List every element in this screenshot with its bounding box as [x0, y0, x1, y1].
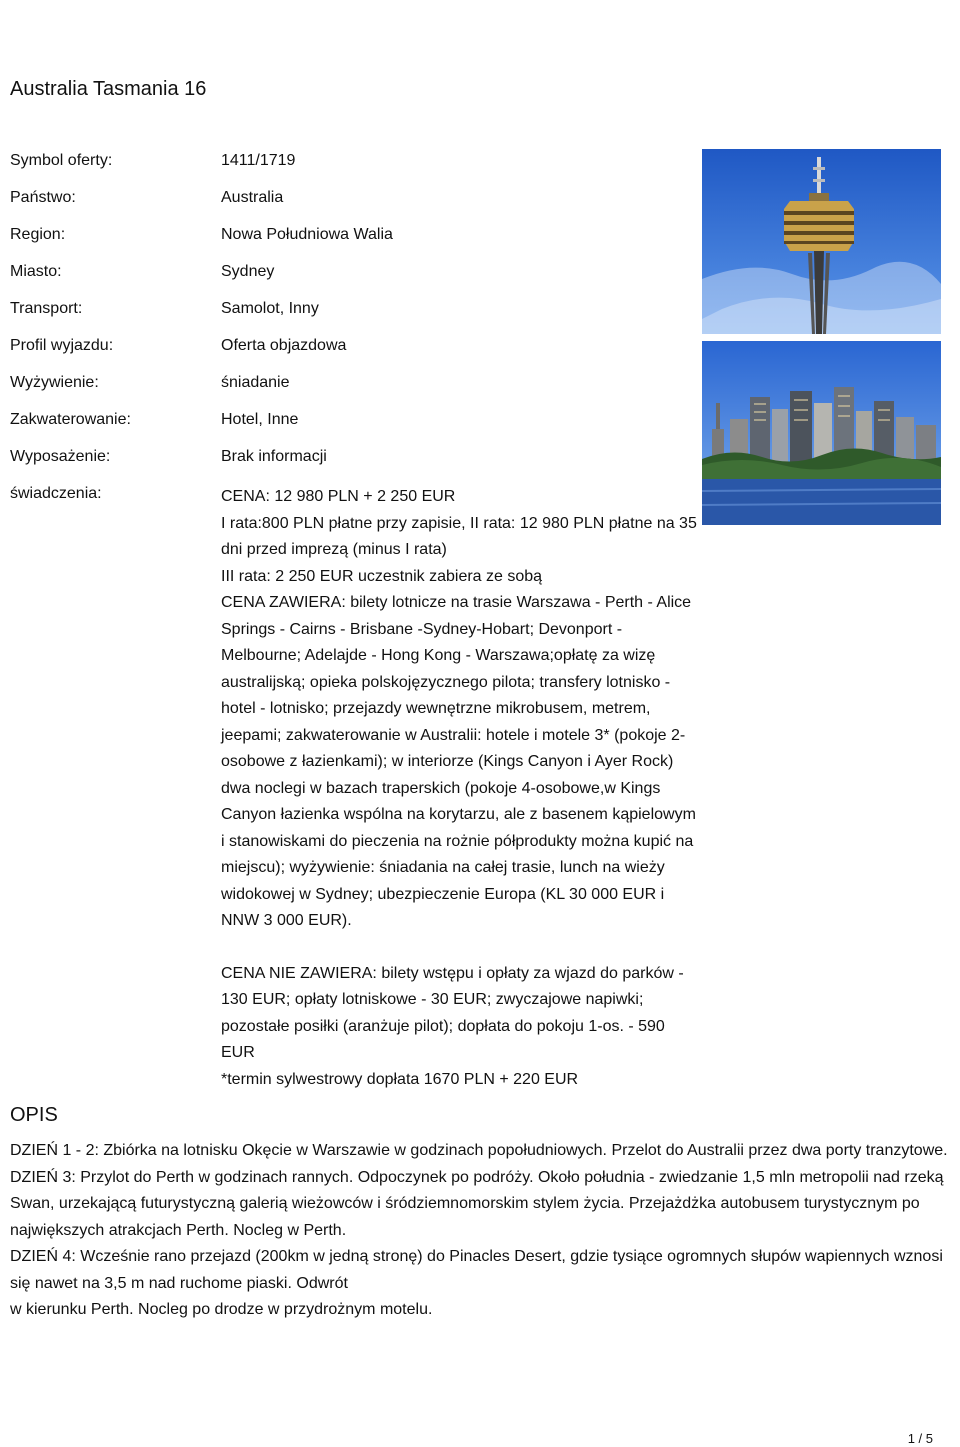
day-4-continued-text: w kierunku Perth. Nocleg po drodze w przydrożnym motelu. — [10, 1301, 433, 1318]
price-line: CENA: 12 980 PLN + 2 250 EUR — [221, 488, 456, 505]
field-value-meals: śniadanie — [221, 374, 290, 391]
field-value-region: Nowa Południowa Walia — [221, 226, 393, 243]
sydney-tower-photo — [702, 149, 941, 334]
installments-1-2: I rata:800 PLN płatne przy zapisie, II rata: 12 980 PLN płatne na 35 dni przed imprezą (minus I rata) — [221, 514, 697, 558]
page-title: Australia Tasmania 16 — [10, 78, 207, 100]
field-label-meals: Wyżywienie: — [10, 374, 99, 391]
field-label-country: Państwo: — [10, 189, 76, 206]
field-label-symbol: Symbol oferty: — [10, 152, 113, 169]
pricing-block — [221, 484, 701, 1093]
field-label-region: Region: — [10, 226, 66, 243]
description-heading: OPIS — [10, 1104, 58, 1126]
field-label-transport: Transport: — [10, 300, 83, 317]
day-3-text: DZIEŃ 3: Przylot do Perth w godzinach rannych. Odpoczynek po podróży. Około południa - zwiedzanie 1,5 mln metropolii nad rzeką Swan, urzekającą futurystyczną galerią wieżowców i śródziemnomorskim stylem życia. Przejażdżka autobusem turystycznym po największych atrakcjach Perth. Nocleg w Perth. — [10, 1168, 944, 1239]
field-label-services: świadczenia: — [10, 485, 102, 502]
field-label-city: Miasto: — [10, 263, 62, 280]
field-value-city: Sydney — [221, 263, 275, 280]
field-label-accommodation: Zakwaterowanie: — [10, 411, 131, 428]
field-value-equipment: Brak informacji — [221, 448, 327, 465]
field-value-transport: Samolot, Inny — [221, 300, 319, 317]
day-4-text: DZIEŃ 4: Wcześnie rano przejazd (200km w jedną stronę) do Pinacles Desert, gdzie tysiące ogromnych słupów wapiennych wznosi się nawet na 3,5 m nad ruchome piaski. Odwrót — [10, 1248, 943, 1292]
field-value-symbol: 1411/1719 — [221, 152, 296, 169]
field-label-equipment: Wyposażenie: — [10, 448, 111, 465]
price-excludes: CENA NIE ZAWIERA: bilety wstępu i opłaty za wjazd do parków - 130 EUR; opłaty lotniskowe - 30 EUR; zwyczajowe napiwki; pozostałe posiłki (aranżuje pilot); dopłata do pokoju 1-os. - 590 EUR — [221, 964, 684, 1061]
itinerary-description — [10, 1138, 950, 1324]
field-label-trip-profile: Profil wyjazdu: — [10, 337, 114, 354]
field-value-accommodation: Hotel, Inne — [221, 411, 299, 428]
price-includes: CENA ZAWIERA: bilety lotnicze na trasie Warszawa - Perth - Alice Springs - Cairns - Brisbane -Sydney-Hobart; Devonport - Melbourne; Adelajde - Hong Kong - Warszawa;opłatę za wizę australijską; opieka polskojęzycznego pilota; transfery lotnisko - hotel - lotnisko; przejazdy wewnętrzne mikrobusem, metrem, jeepami; zakwaterowanie w Australii: hotele i motele 3* (pokoje 2-osobowe z łazienkami); w interiorze (Kings Canyon i Ayer Rock) dwa noclegi w bazach traperskich (pokoje 4-osobowe,w Kings Canyon łazienka wspólna na korytarzu, ale z basenem kąpielowym i stanowiskami do pieczenia na rożnie półprodukty można kupić na miejscu); wyżywienie: śniadania na całej trasie, lunch na wieży widokowej w Sydney; ubezpieczenie Europa (KL 30 000 EUR i NNW 3 000 EUR). — [221, 594, 696, 929]
field-value-trip-profile: Oferta objazdowa — [221, 337, 347, 354]
field-value-country: Australia — [221, 189, 284, 206]
page-number: 1 / 5 — [907, 1431, 933, 1446]
day-1-2-text: DZIEŃ 1 - 2: Zbiórka na lotnisku Okęcie w Warszawie w godzinach popołudniowych. Przelot do Australii przez dwa porty tranzytowe. — [10, 1142, 948, 1159]
installment-3: III rata: 2 250 EUR uczestnik zabiera ze sobą — [221, 567, 543, 585]
sydney-skyline-photo — [702, 341, 941, 525]
new-year-supplement: *termin sylwestrowy dopłata 1670 PLN + 220 EUR — [221, 1070, 579, 1088]
